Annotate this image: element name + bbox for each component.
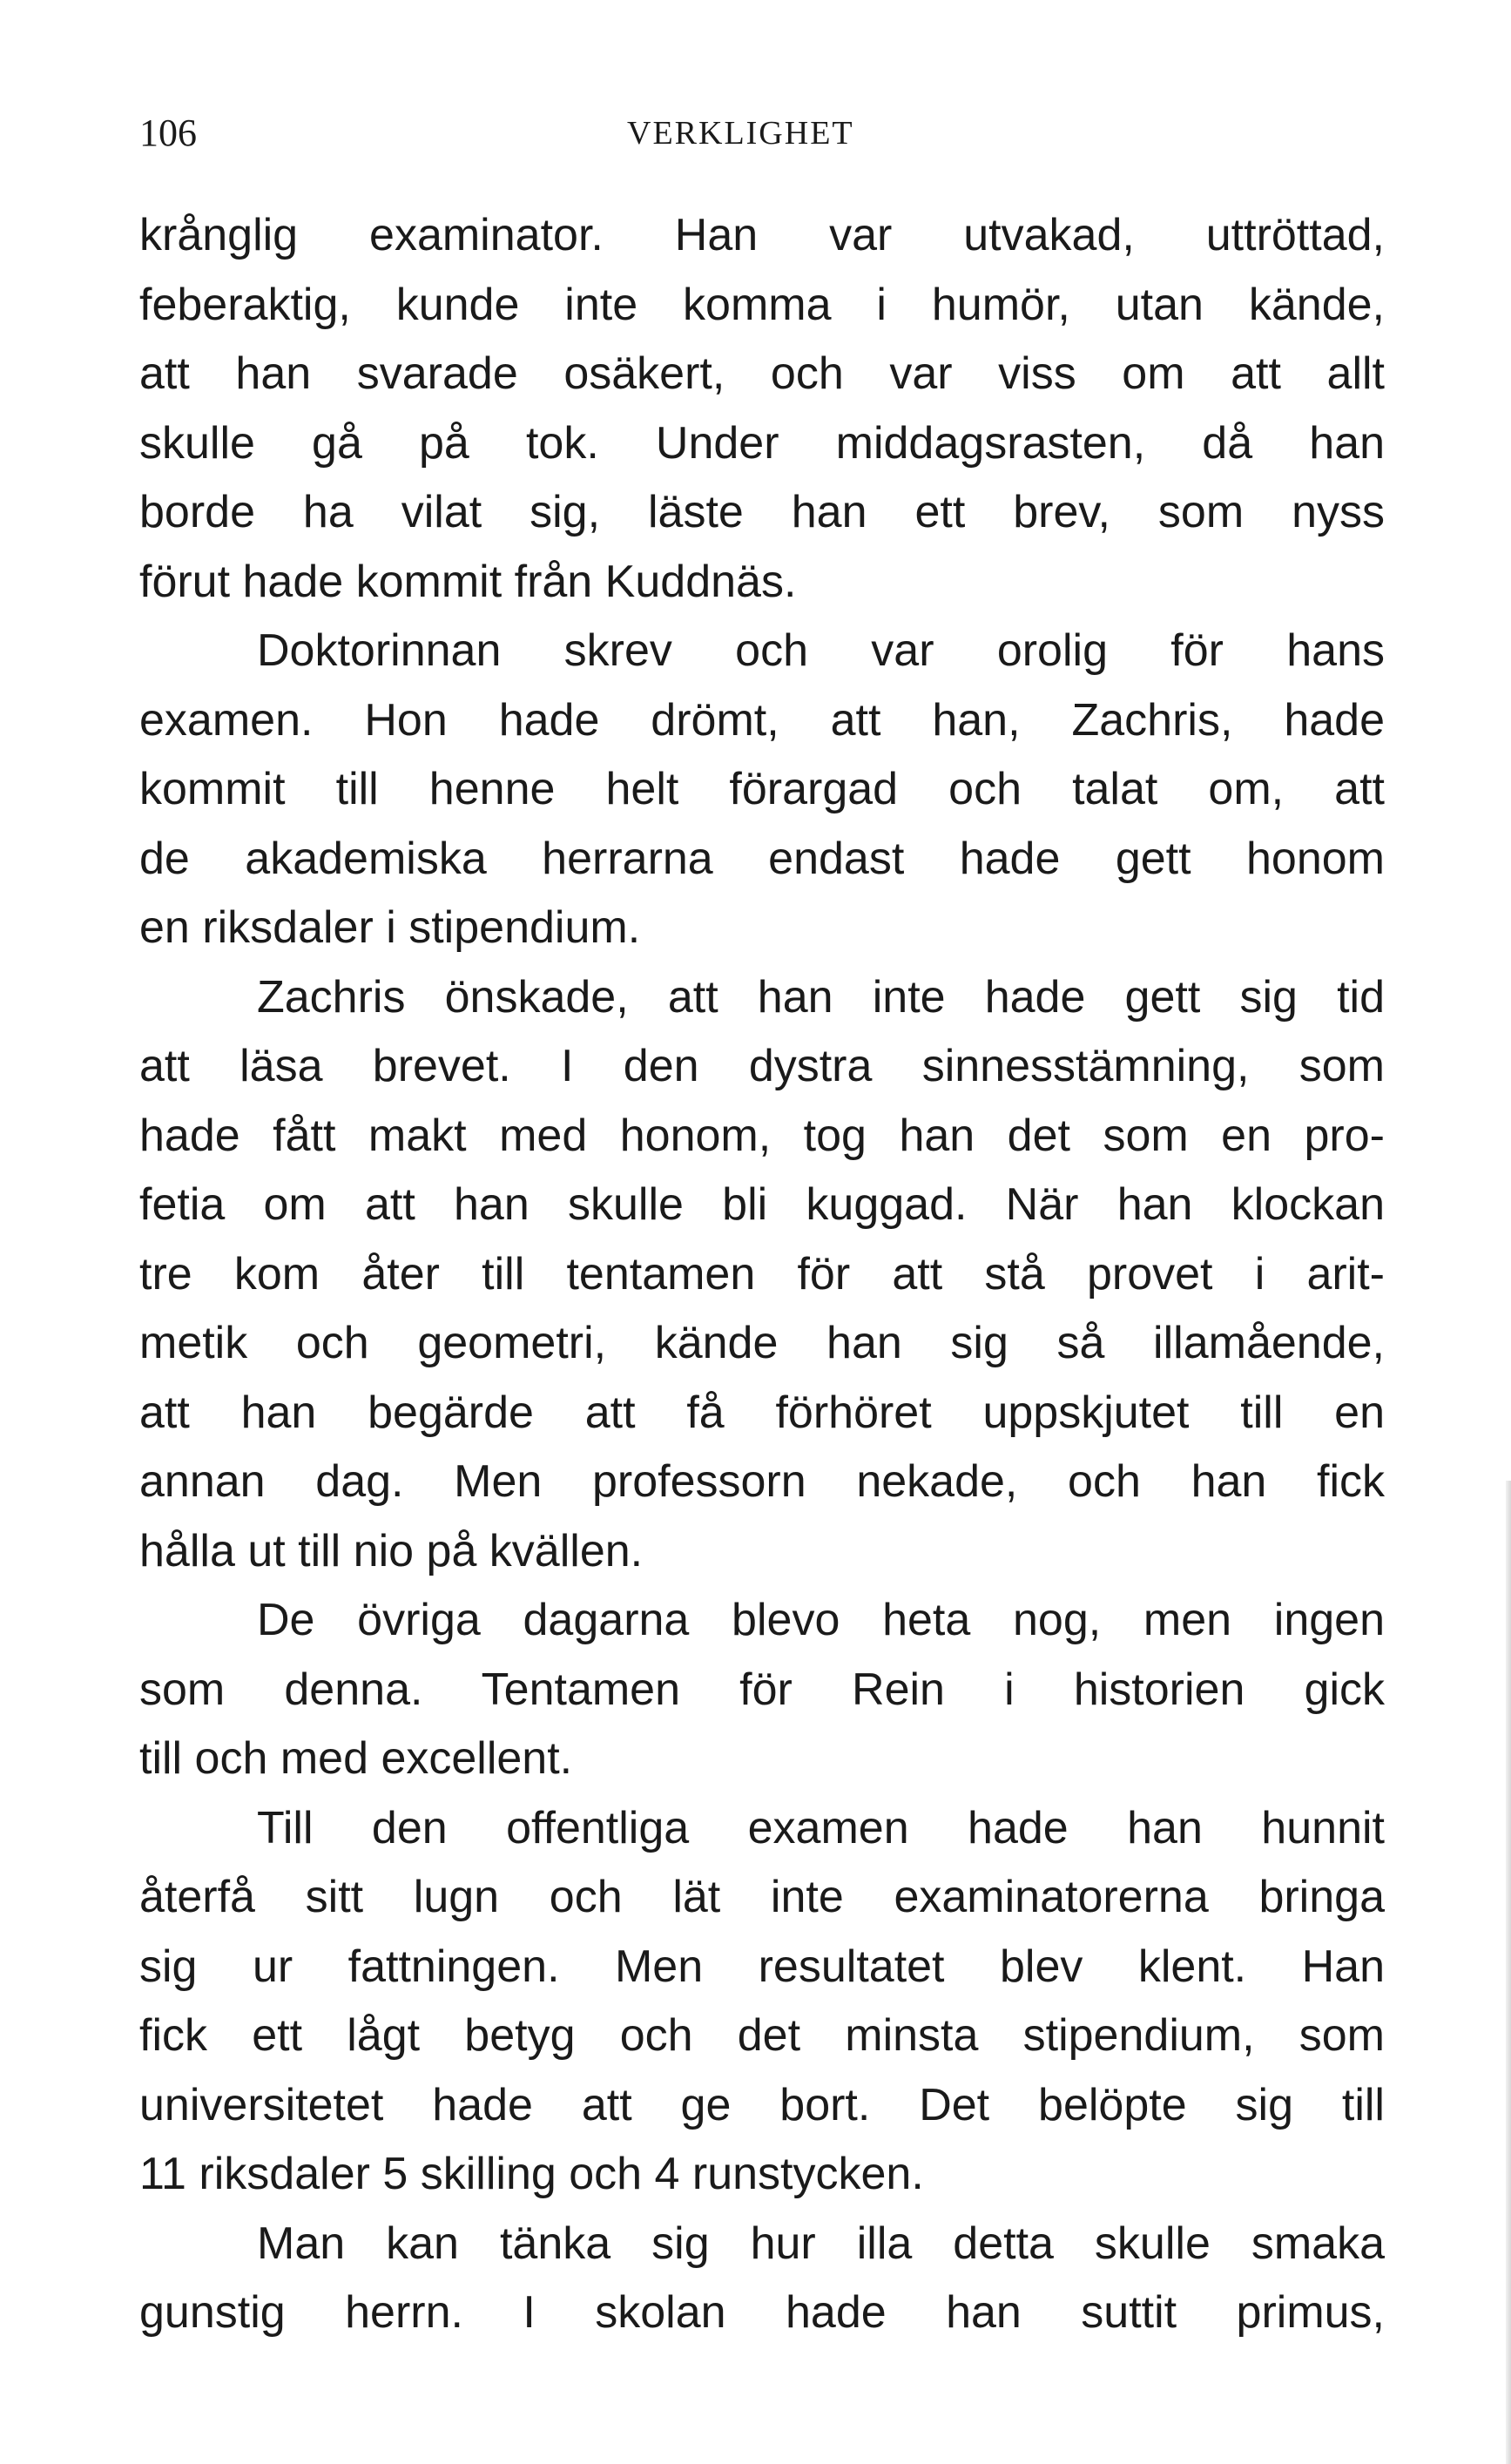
text-line: kommit till henne helt förargad och talat om, att	[139, 764, 1385, 814]
text-line: Man kan tänka sig hur illa detta skulle smaka	[257, 2218, 1385, 2269]
text-line: hade fått makt med honom, tog han det som en pro-	[139, 1110, 1385, 1161]
text-line: de akademiska herrarna endast hade gett honom	[139, 833, 1385, 884]
text-line: tre kom åter till tentamen för att stå provet i arit-	[139, 1248, 1385, 1300]
page-edge-shadow	[1506, 1481, 1511, 2464]
text-line: att läsa brevet. I den dystra sinnesstämning, som	[139, 1041, 1385, 1091]
text-line: feberaktig, kunde inte komma i humör, utan kände,	[139, 279, 1385, 330]
text-line: sig ur fattningen. Men resultatet blev klent. Han	[139, 1941, 1385, 1992]
text-line: gunstig herrn. I skolan hade han suttit primus,	[139, 2287, 1385, 2338]
text-line: examen. Hon hade drömt, att han, Zachris, hade	[139, 694, 1385, 746]
page-number: 106	[139, 111, 197, 154]
text-line: fick ett lågt betyg och det minsta stipendium, som	[139, 2010, 1385, 2061]
text-line: metik och geometri, kände han sig så illamående,	[139, 1318, 1385, 1368]
text-line: en riksdaler i stipendium.	[139, 902, 641, 953]
body-text	[139, 201, 1385, 2348]
text-line: att han svarade osäkert, och var viss om att allt	[139, 348, 1385, 399]
text-line: Doktorinnan skrev och var orolig för hans	[257, 625, 1385, 676]
text-line: annan dag. Men professorn nekade, och han fick	[139, 1456, 1385, 1507]
text-line: till och med excellent.	[139, 1733, 573, 1784]
text-line: som denna. Tentamen för Rein i historien gick	[139, 1664, 1385, 1715]
text-line: skulle gå på tok. Under middagsrasten, då han	[139, 417, 1385, 469]
running-title: VERKLIGHET	[627, 115, 854, 152]
text-line: fetia om att han skulle bli kuggad. När han klockan	[139, 1179, 1385, 1230]
text-line: borde ha vilat sig, läste han ett brev, som nyss	[139, 487, 1385, 537]
text-line: 11 riksdaler 5 skilling och 4 runstycken.	[139, 2149, 924, 2199]
text-line: Zachris önskade, att han inte hade gett sig tid	[257, 971, 1385, 1023]
text-line: universitetet hade att ge bort. Det belöpte sig till	[139, 2079, 1385, 2130]
text-line: återfå sitt lugn och lät inte examinatorerna bringa	[139, 1872, 1385, 1922]
text-line: Till den offentliga examen hade han hunnit	[257, 1802, 1385, 1853]
text-line: De övriga dagarna blevo heta nog, men ingen	[257, 1595, 1385, 1645]
page-header	[139, 103, 1385, 164]
text-line: hålla ut till nio på kvällen.	[139, 1525, 644, 1576]
text-line: förut hade kommit från Kuddnäs.	[139, 556, 797, 607]
text-line: att han begärde att få förhöret uppskjutet till en	[139, 1387, 1385, 1438]
text-line: krånglig examinator. Han var utvakad, uttröttad,	[139, 210, 1385, 260]
